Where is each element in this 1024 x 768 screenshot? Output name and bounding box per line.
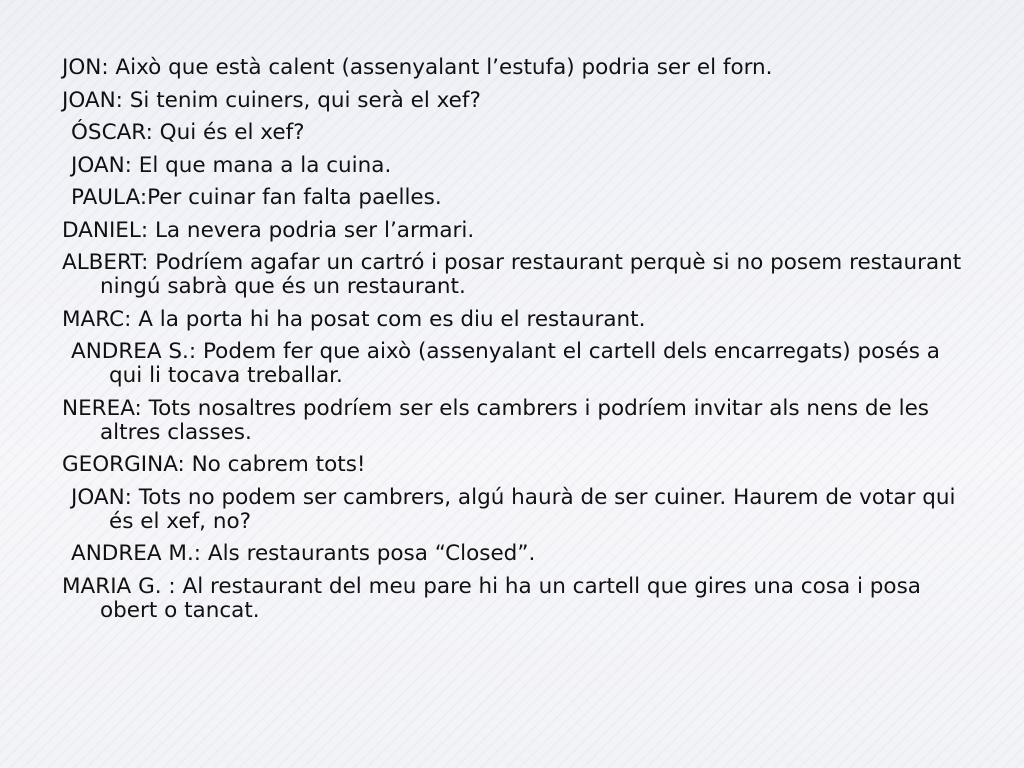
dialogue-line-albert: ALBERT: Podríem agafar un cartró i posar restaurant perquè si no posem restaurant ningú sabrà que és un restaurant.: [62, 250, 962, 299]
dialogue-line-jon: JON: Això que està calent (assenyalant l’estufa) podria ser el forn.: [62, 55, 773, 80]
dialogue-line-andrea-s: ANDREA S.: Podem fer que això (assenyalant el cartell dels encarregats) posés a qui li tocava treballar.: [71, 339, 940, 388]
dialogue-line-georgina: GEORGINA: No cabrem tots!: [62, 452, 366, 477]
dialogue-line-joan: JOAN: El que mana a la cuina.: [71, 152, 392, 178]
dialogue-line-nerea: NEREA: Tots nosaltres podríem ser els cambrers i podríem invitar als nens de les altres classes.: [62, 395, 930, 445]
dialogue-line-paula: PAULA:Per cuinar fan falta paelles.: [71, 185, 442, 210]
dialogue-line-daniel: DANIEL: La nevera podria ser l’armari.: [62, 217, 475, 243]
dialogue-line-maria-g: MARIA G. : Al restaurant del meu pare hi ha un cartell que gires una cosa i posa obert o tancat.: [62, 573, 921, 623]
dialogue-line-andrea-m: ANDREA M.: Als restaurants posa “Closed”.: [71, 541, 536, 566]
dialogue-line-marc: MARC: A la porta hi ha posat com es diu el restaurant.: [62, 306, 646, 332]
dialogue-line-joan: JOAN: Si tenim cuiners, qui serà el xef?: [62, 87, 481, 113]
dialogue-transcript: [62, 56, 962, 631]
dialogue-line-oscar: ÓSCAR: Qui és el xef?: [71, 120, 305, 145]
dialogue-line-joan: JOAN: Tots no podem ser cambrers, algú haurà de ser cuiner. Haurem de votar qui és el xef, no?: [71, 484, 956, 534]
